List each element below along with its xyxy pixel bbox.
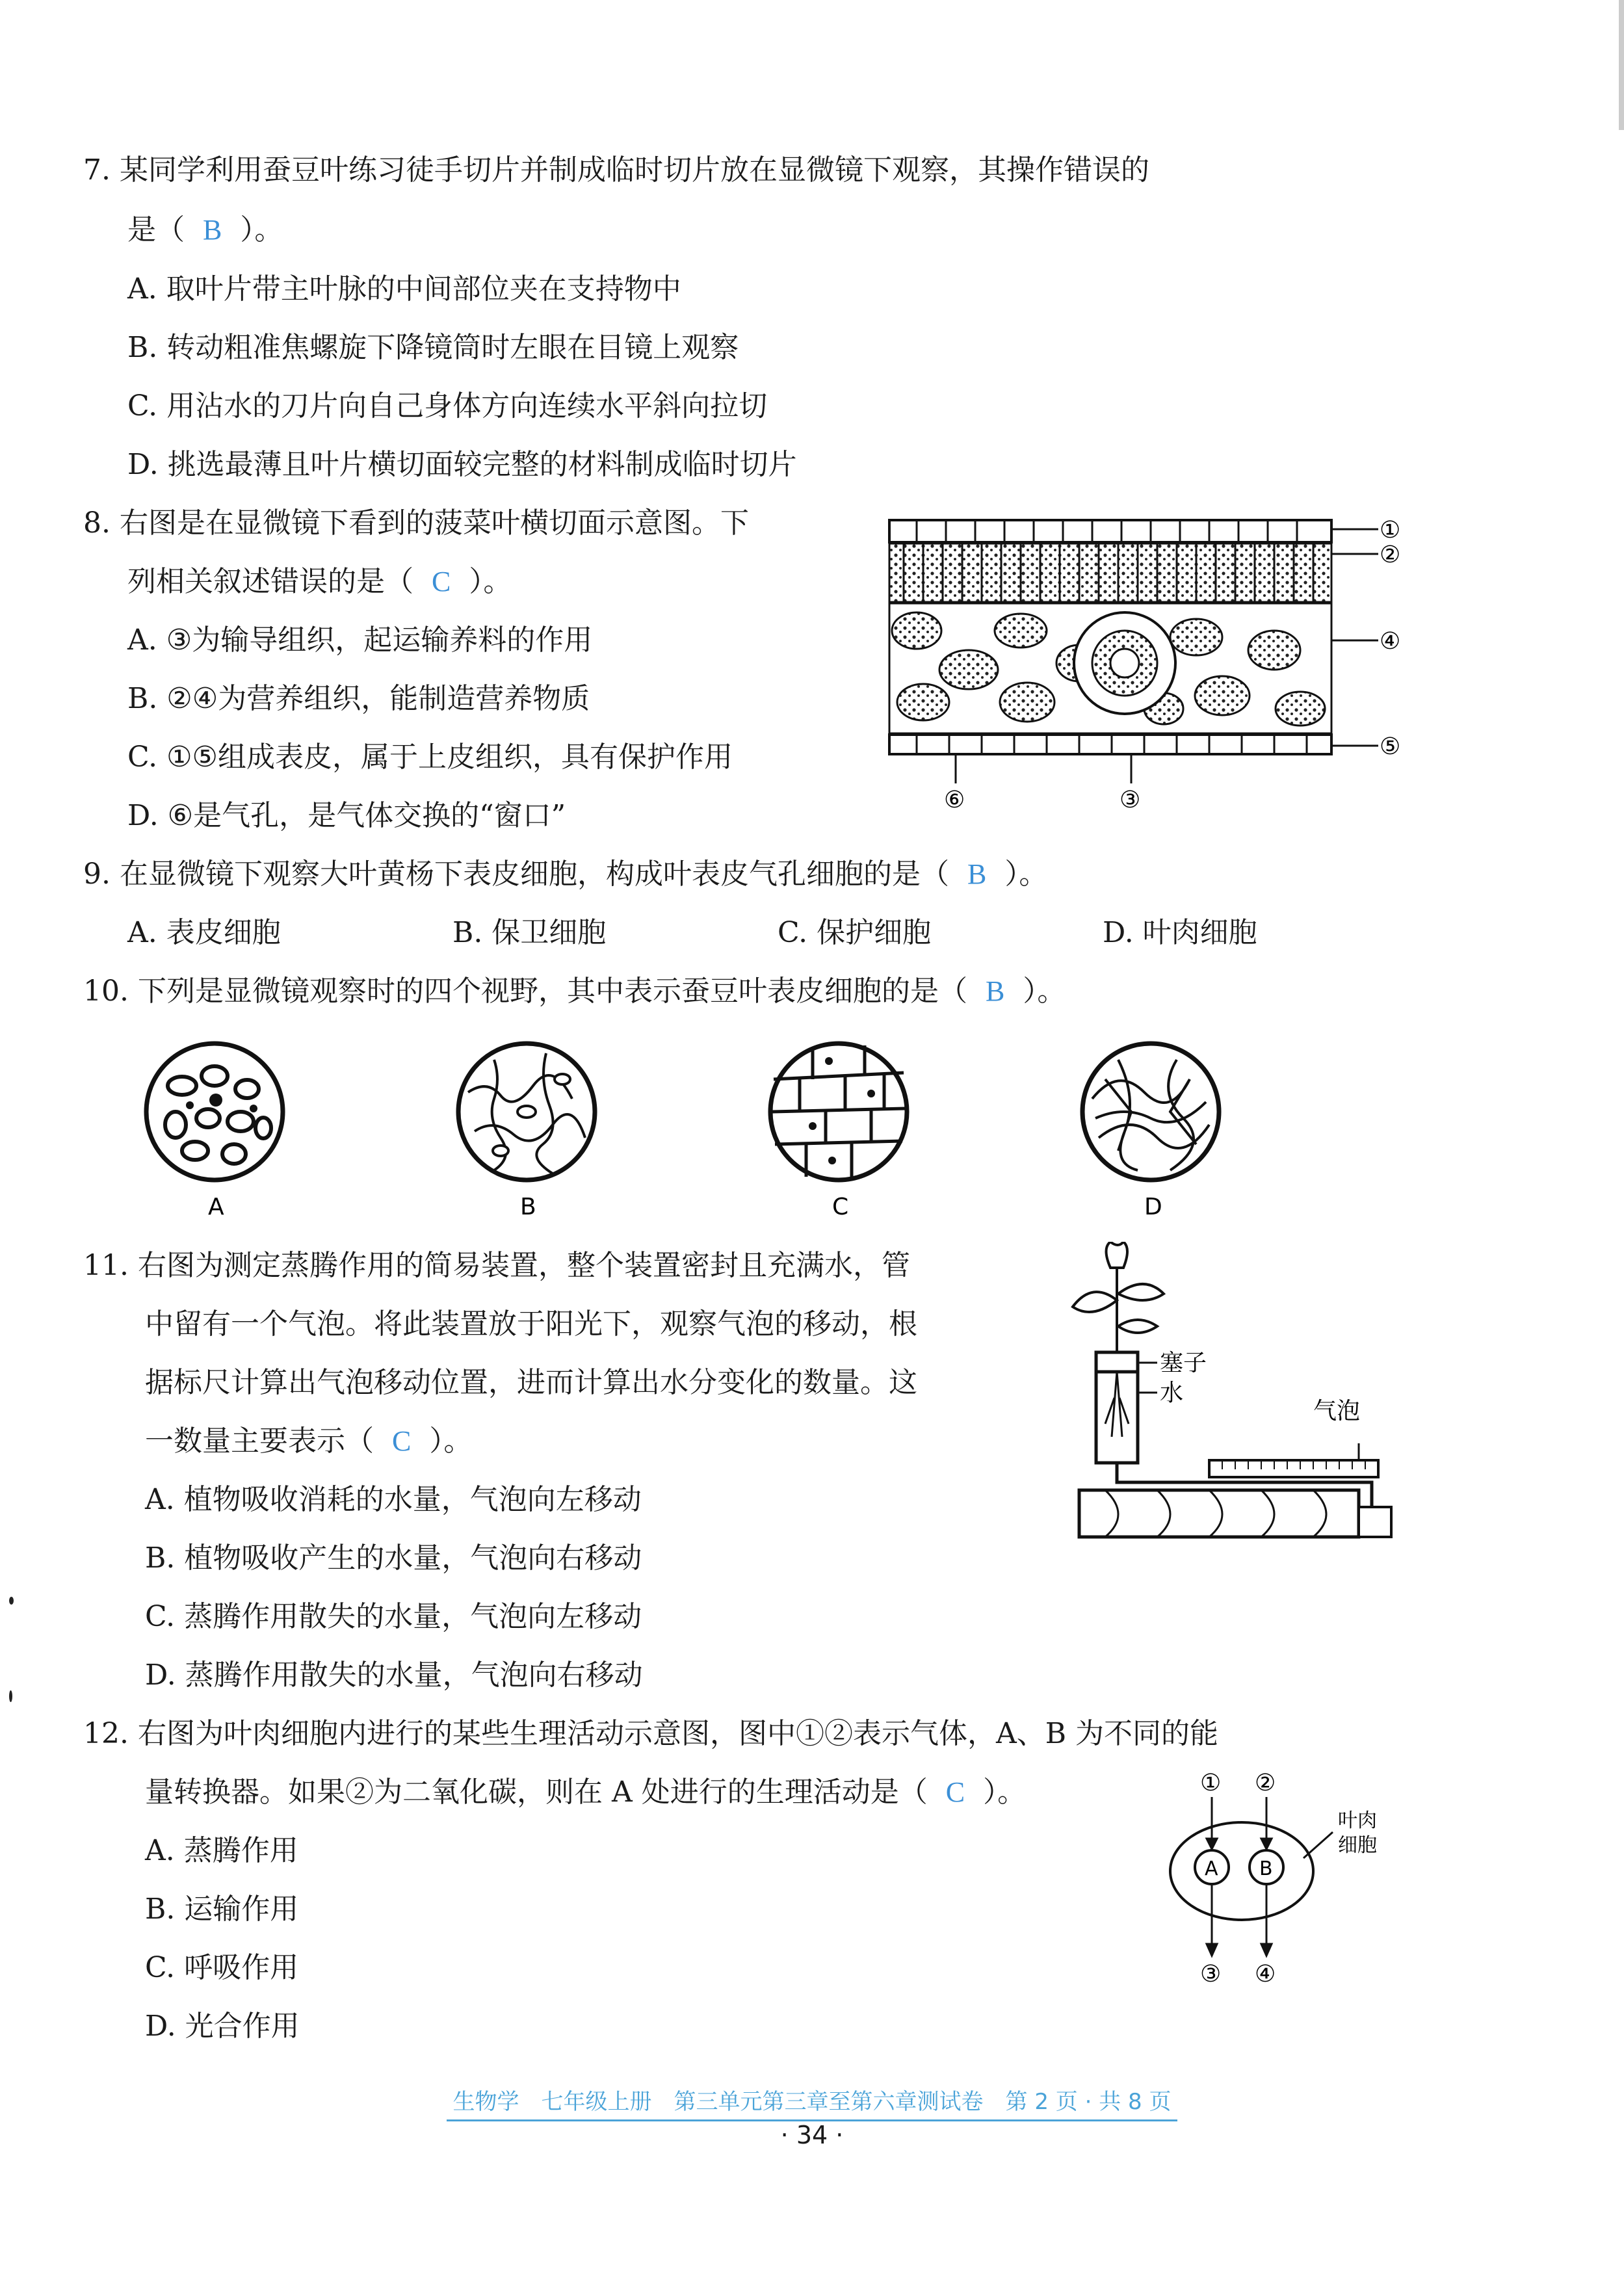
q9-option-b: B. 保卫细胞 — [452, 916, 607, 949]
q11-answer: C — [392, 1425, 412, 1457]
q11-stem-post: ）。 — [429, 1424, 473, 1458]
view-label-c: C — [832, 1194, 849, 1220]
q12-stem-line1: 12. 右图为叶肉细胞内进行的某些生理活动示意图，图中①②表示气体，A、B 为不同的能 — [83, 1717, 1219, 1750]
q9-answer: B — [967, 858, 987, 890]
view-label-b: B — [520, 1194, 536, 1220]
view-b — [458, 1043, 595, 1180]
q11-option-a: A. 植物吸收消耗的水量，气泡向左移动 — [145, 1483, 642, 1516]
footer-title: 生物学 七年级上册 第三单元第三章至第六章测试卷 第 2 页 · 共 8 页 — [447, 2084, 1178, 2121]
label-water: 水 — [1160, 1380, 1184, 1406]
q7-stem-pre: 是（ — [127, 213, 185, 246]
wooden-base — [1079, 1490, 1359, 1537]
label-5: ⑤ — [1380, 733, 1401, 760]
label-4: ④ — [1380, 628, 1401, 655]
q11-option-c: C. 蒸腾作用散失的水量，气泡向左移动 — [145, 1600, 642, 1633]
q12-option-c: C. 呼吸作用 — [145, 1951, 299, 1984]
q12-option-b: B. 运输作用 — [145, 1893, 299, 1926]
q11-stem-line4 — [145, 1424, 473, 1458]
cell-outline — [1170, 1822, 1313, 1920]
transpiration-apparatus-figure — [1053, 1242, 1417, 1541]
q12-stem-post: ）。 — [983, 1776, 1027, 1809]
q10-stem — [83, 977, 1066, 1006]
q7-option-d: D. 挑选最薄且叶片横切面较完整的材料制成临时切片 — [127, 448, 797, 481]
page-number: · 34 · — [780, 2121, 844, 2149]
palisade-tissue — [889, 544, 1331, 602]
label-cell-line2: 细胞 — [1338, 1834, 1377, 1857]
label-gas-3: ③ — [1200, 1961, 1222, 1987]
q8-option-d: D. ⑥是气孔，是气体交换的“窗口” — [127, 799, 566, 832]
q10-stem-post: ）。 — [1023, 975, 1066, 1008]
beaker — [1359, 1507, 1391, 1537]
label-bubble: 气泡 — [1313, 1398, 1361, 1424]
view-c — [770, 1043, 907, 1180]
label-cell-line1: 叶肉 — [1338, 1809, 1377, 1832]
label-a: A — [1205, 1857, 1218, 1880]
q11-stem-pre: 一数量主要表示（ — [145, 1424, 374, 1458]
q7-stem-post: ）。 — [240, 213, 283, 246]
label-1: ① — [1380, 517, 1401, 544]
q11-stem-line2: 中留有一个气泡。将此装置放于阳光下，观察气泡的移动，根 — [145, 1307, 917, 1341]
lower-epidermis — [889, 735, 1331, 754]
q11-stem-line3: 据标尺计算出气泡移动位置，进而计算出水分变化的数量。这 — [145, 1366, 917, 1399]
view-label-d: D — [1144, 1194, 1162, 1220]
q7-stem-line1: 7. 某同学利用蚕豆叶练习徒手切片并制成临时切片放在显微镜下观察，其操作错误的 — [83, 153, 1149, 187]
q7-option-a: A. 取叶片带主叶脉的中间部位夹在支持物中 — [127, 272, 681, 306]
label-gas-2: ② — [1255, 1770, 1276, 1796]
q12-stem-pre: 量转换器。如果②为二氧化碳，则在 A 处进行的生理活动是（ — [145, 1776, 928, 1809]
q12-stem-line2 — [145, 1778, 1026, 1807]
view-label-a: A — [208, 1194, 224, 1220]
q8-stem-line1: 8. 右图是在显微镜下看到的菠菜叶横切面示意图。下 — [83, 506, 749, 540]
plant — [1073, 1242, 1164, 1352]
q9-stem — [83, 860, 1047, 889]
q11-stem-line1: 11. 右图为测定蒸腾作用的简易装置，整个装置密封且充满水，管 — [83, 1249, 910, 1282]
leaf-cross-section-figure — [884, 507, 1417, 813]
mesophyll-cell-figure — [1164, 1767, 1411, 1988]
q12-answer: C — [945, 1776, 965, 1808]
q10-answer: B — [985, 975, 1005, 1007]
label-stopper: 塞子 — [1160, 1350, 1207, 1376]
q8-stem-pre: 列相关叙述错误的是（ — [127, 565, 413, 598]
q7-option-c: C. 用沾水的刀片向自己身体方向连续水平斜向拉切 — [127, 389, 768, 423]
vein-bundle — [1074, 612, 1175, 714]
label-gas-1: ① — [1200, 1770, 1222, 1796]
view-a — [146, 1043, 283, 1180]
q8-stem-post: ）。 — [469, 565, 512, 598]
q7-stem-line2 — [127, 213, 283, 246]
q9-option-d: D. 叶肉细胞 — [1103, 916, 1257, 949]
q12-option-d: D. 光合作用 — [145, 2010, 300, 2043]
label-b: B — [1259, 1857, 1273, 1880]
label-2: ② — [1380, 542, 1401, 568]
q12-option-a: A. 蒸腾作用 — [145, 1834, 298, 1867]
q8-option-c: C. ①⑤组成表皮，属于上皮组织，具有保护作用 — [127, 741, 733, 774]
q7-answer: B — [203, 214, 222, 246]
q9-stem-pre: 9. 在显微镜下观察大叶黄杨下表皮细胞，构成叶表皮气孔细胞的是（ — [83, 858, 949, 891]
q7-option-b: B. 转动粗准焦螺旋下降镜筒时左眼在目镜上观察 — [127, 331, 739, 364]
q9-option-c: C. 保护细胞 — [778, 916, 932, 949]
q8-option-b: B. ②④为营养组织，能制造营养物质 — [127, 682, 590, 715]
microscope-views-figure — [143, 1040, 1261, 1222]
scan-edge — [1619, 0, 1624, 130]
q10-stem-pre: 10. 下列是显微镜观察时的四个视野，其中表示蚕豆叶表皮细胞的是（ — [83, 975, 967, 1008]
stopper — [1096, 1352, 1138, 1372]
q11-option-d: D. 蒸腾作用散失的水量，气泡向右移动 — [145, 1659, 643, 1692]
q8-option-a: A. ③为输导组织，起运输养料的作用 — [127, 623, 593, 657]
q9-option-a: A. 表皮细胞 — [127, 916, 281, 949]
label-gas-4: ④ — [1255, 1961, 1276, 1987]
footer — [0, 2084, 1624, 2121]
label-3: ③ — [1120, 787, 1141, 813]
scan-mark — [9, 1597, 14, 1605]
view-d — [1082, 1043, 1219, 1180]
q8-stem-line2 — [127, 565, 512, 598]
q9-stem-post: ）。 — [1004, 858, 1048, 891]
label-6: ⑥ — [944, 787, 965, 813]
upper-epidermis — [889, 520, 1331, 542]
q11-option-b: B. 植物吸收产生的水量，气泡向右移动 — [145, 1541, 642, 1575]
scan-mark — [9, 1690, 12, 1702]
q8-answer: C — [432, 566, 451, 597]
